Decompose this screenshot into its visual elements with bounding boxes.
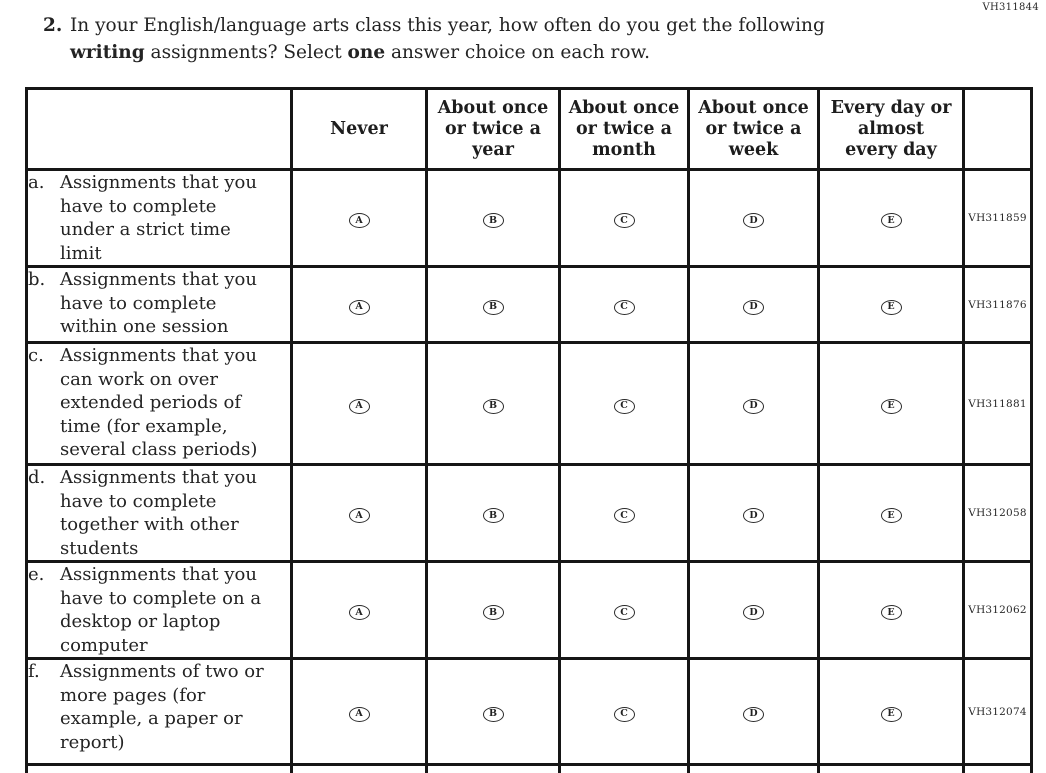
answer-cell: [689, 562, 819, 659]
question-text-line2: writing assignments? Select one answer choice on each row.: [70, 42, 651, 63]
answer-bubble-d[interactable]: D: [743, 707, 764, 722]
answer-bubble-b[interactable]: B: [483, 508, 504, 523]
answer-cell: [427, 343, 560, 465]
answer-cell: [819, 465, 964, 562]
question-text: [70, 12, 825, 66]
answer-cell: [819, 170, 964, 267]
header-blank-code-column: [964, 89, 1032, 170]
column-header-every-day: Every day or almost every day: [819, 89, 964, 170]
item-code: VH312058: [964, 465, 1032, 562]
row-label: f. Assignments of two or more pages (for example, a paper or report): [27, 659, 292, 765]
answer-cell: [560, 562, 689, 659]
answer-bubble-a[interactable]: A: [349, 213, 370, 228]
answer-bubble-a[interactable]: A: [349, 508, 370, 523]
answer-bubble-a[interactable]: A: [349, 300, 370, 315]
answer-cell: [292, 659, 427, 765]
answer-cell: [689, 267, 819, 343]
row-label: d. Assignments that you have to complete together with other students: [27, 465, 292, 562]
table-continuation-stub: [27, 765, 1032, 773]
column-header-once-twice-month: About once or twice a month: [560, 89, 689, 170]
table-row-a: [27, 170, 1032, 267]
answer-bubble-a[interactable]: A: [349, 399, 370, 414]
question-bold-writing: writing: [70, 42, 145, 63]
question-block: [43, 12, 825, 66]
answer-cell: [560, 659, 689, 765]
answer-bubble-d[interactable]: D: [743, 508, 764, 523]
item-code: VH311881: [964, 343, 1032, 465]
answer-bubble-c[interactable]: C: [614, 605, 635, 620]
answer-cell: [560, 343, 689, 465]
column-header-never: Never: [292, 89, 427, 170]
item-code: VH311859: [964, 170, 1032, 267]
header-blank-label-column: [27, 89, 292, 170]
item-code: VH311876: [964, 267, 1032, 343]
answer-bubble-a[interactable]: A: [349, 707, 370, 722]
answer-cell: [427, 465, 560, 562]
answer-bubble-a[interactable]: A: [349, 605, 370, 620]
answer-bubble-e[interactable]: E: [881, 300, 902, 315]
answer-cell: [560, 465, 689, 562]
answer-bubble-d[interactable]: D: [743, 399, 764, 414]
answer-cell: [427, 267, 560, 343]
answer-cell: [560, 267, 689, 343]
answer-bubble-e[interactable]: E: [881, 605, 902, 620]
answer-cell: [689, 170, 819, 267]
answer-bubble-c[interactable]: C: [614, 213, 635, 228]
answer-bubble-b[interactable]: B: [483, 300, 504, 315]
answer-bubble-e[interactable]: E: [881, 707, 902, 722]
answer-cell: [560, 170, 689, 267]
answer-cell: [427, 562, 560, 659]
answer-cell: [427, 170, 560, 267]
answer-cell: [427, 659, 560, 765]
answer-bubble-e[interactable]: E: [881, 399, 902, 414]
answer-bubble-d[interactable]: D: [743, 300, 764, 315]
answer-bubble-d[interactable]: D: [743, 213, 764, 228]
row-label: a. Assignments that you have to complete under a strict time limit: [27, 170, 292, 267]
header-row: [27, 89, 1032, 170]
answer-cell: [292, 343, 427, 465]
item-code: VH312062: [964, 562, 1032, 659]
answer-cell: [292, 267, 427, 343]
answer-cell: [292, 562, 427, 659]
row-label: e. Assignments that you have to complete on a desktop or laptop computer: [27, 562, 292, 659]
item-code: VH312074: [964, 659, 1032, 765]
question-number: 2.: [43, 15, 63, 36]
column-header-once-twice-week: About once or twice a week: [689, 89, 819, 170]
answer-matrix-table: [25, 87, 1033, 773]
answer-cell: [819, 562, 964, 659]
column-header-once-twice-year: About once or twice a year: [427, 89, 560, 170]
question-bold-one: one: [347, 42, 386, 63]
answer-bubble-d[interactable]: D: [743, 605, 764, 620]
answer-cell: [819, 343, 964, 465]
answer-bubble-b[interactable]: B: [483, 213, 504, 228]
answer-bubble-c[interactable]: C: [614, 399, 635, 414]
answer-bubble-e[interactable]: E: [881, 508, 902, 523]
answer-bubble-b[interactable]: B: [483, 707, 504, 722]
row-label: c. Assignments that you can work on over extended periods of time (for example, several class periods): [27, 343, 292, 465]
answer-cell: [689, 659, 819, 765]
page-code: VH311844: [982, 2, 1039, 13]
answer-cell: [689, 465, 819, 562]
answer-cell: [819, 659, 964, 765]
table-row-c: [27, 343, 1032, 465]
answer-bubble-b[interactable]: B: [483, 605, 504, 620]
answer-bubble-c[interactable]: C: [614, 707, 635, 722]
answer-bubble-e[interactable]: E: [881, 213, 902, 228]
row-label: b. Assignments that you have to complete within one session: [27, 267, 292, 343]
table-row-f: [27, 659, 1032, 765]
table-row-b: [27, 267, 1032, 343]
answer-cell: [292, 170, 427, 267]
table-row-d: [27, 465, 1032, 562]
answer-cell: [689, 343, 819, 465]
question-text-line1: In your English/language arts class this year, how often do you get the following: [70, 15, 825, 36]
answer-bubble-c[interactable]: C: [614, 300, 635, 315]
answer-cell: [292, 465, 427, 562]
answer-bubble-b[interactable]: B: [483, 399, 504, 414]
answer-bubble-c[interactable]: C: [614, 508, 635, 523]
table-row-e: [27, 562, 1032, 659]
answer-cell: [819, 267, 964, 343]
